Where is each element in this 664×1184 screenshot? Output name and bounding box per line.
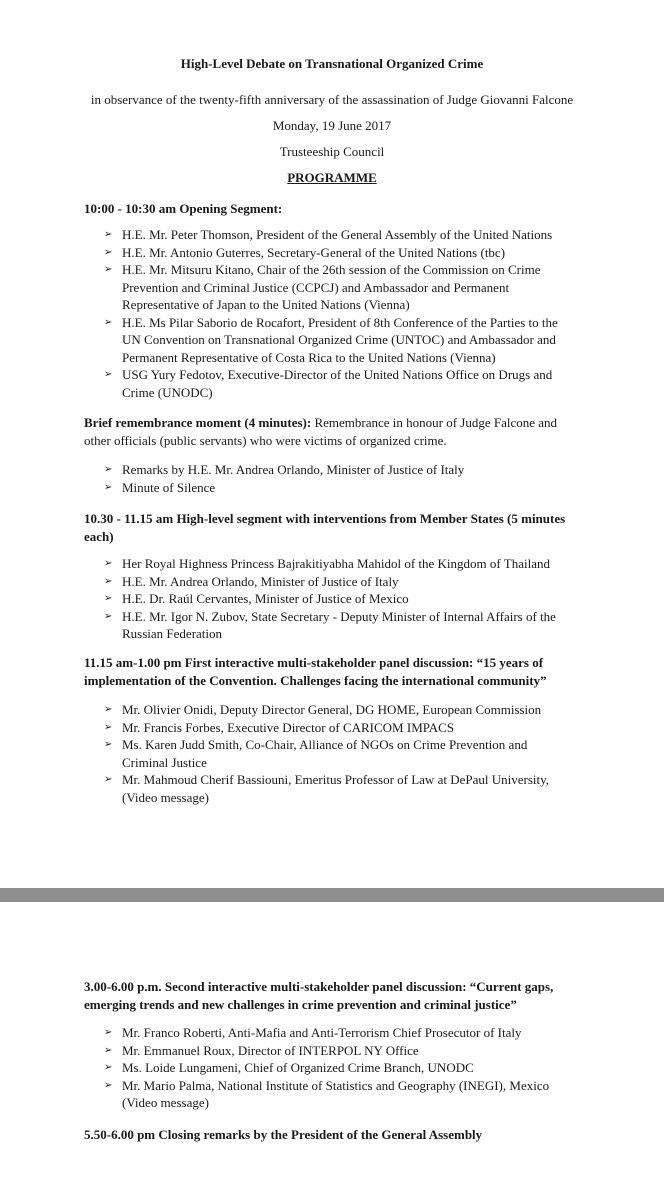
event-date: Monday, 19 June 2017 [272, 118, 392, 133]
second-panel-heading: 3.00-6.00 p.m. Second interactive multi-stakeholder panel discussion: “Current gaps, emerging trends and new challenges in crime prevention and criminal justice” [84, 979, 554, 1012]
list-item: ➢ USG Yury Fedotov, Executive-Director of the United Nations Office on Drugs and Crime (UNODC) [104, 367, 553, 400]
arrow-bullet-icon: ➢ [104, 264, 113, 275]
list-item: ➢ Minute of Silence [104, 479, 216, 495]
list-item: ➢ H.E. Mr. Antonio Guterres, Secretary-General of the United Nations (tbc) [104, 244, 506, 260]
document-subtitle: in observance of the twenty-fifth anniversary of the assassination of Judge Giovanni Falcone [90, 92, 574, 107]
list-item: ➢ Mr. Olivier Onidi, Deputy Director General, DG HOME, European Commission [104, 702, 542, 717]
second-panel-list [104, 1024, 574, 1112]
arrow-bullet-icon: ➢ [104, 246, 113, 258]
arrow-bullet-icon: ➢ [104, 704, 113, 715]
document-title: High-Level Debate on Transnational Organized Crime [180, 56, 484, 71]
arrow-bullet-icon: ➢ [104, 774, 113, 785]
list-item: ➢ H.E. Mr. Peter Thomson, President of the General Assembly of the United Nations [104, 227, 553, 242]
first-panel-list [104, 701, 574, 806]
list-item: ➢ Mr. Mahmoud Cherif Bassiouni, Emeritus Professor of Law at DePaul University, (Video message) [104, 772, 550, 805]
arrow-bullet-icon: ➢ [104, 1079, 113, 1091]
arrow-bullet-icon: ➢ [104, 464, 113, 475]
arrow-bullet-icon: ➢ [104, 610, 113, 622]
remembrance-heading: Brief remembrance moment (4 minutes): [84, 415, 312, 430]
arrow-bullet-icon: ➢ [104, 369, 113, 380]
list-item: ➢ Mr. Mario Palma, National Institute of Statistics and Geography (INEGI), Mexico (Video message) [104, 1077, 550, 1110]
list-item: ➢ Mr. Francis Forbes, Executive Director of CARICOM IMPACS [104, 719, 455, 735]
arrow-bullet-icon: ➢ [104, 593, 113, 604]
arrow-bullet-icon: ➢ [104, 721, 113, 733]
list-item: ➢ Ms. Loide Lungameni, Chief of Organized Crime Branch, UNODC [104, 1060, 474, 1075]
closing-remarks-heading: 5.50-6.00 pm Closing remarks by the President of the General Assembly [84, 1127, 483, 1142]
arrow-bullet-icon: ➢ [104, 1062, 113, 1073]
opening-segment-list [104, 226, 574, 401]
arrow-bullet-icon: ➢ [104, 1027, 113, 1038]
document-page-2 [0, 902, 664, 1184]
event-venue: Trusteeship Council [279, 144, 385, 159]
arrow-bullet-icon: ➢ [104, 229, 113, 240]
remembrance-text: Remembrance in honour of Judge Falcone and other officials (public servants) who were victims of organized crime. [84, 415, 558, 448]
arrow-bullet-icon: ➢ [104, 481, 113, 493]
arrow-bullet-icon: ➢ [104, 575, 113, 587]
list-item: ➢ Mr. Franco Roberti, Anti-Mafia and Anti-Terrorism Chief Prosecutor of Italy [104, 1025, 522, 1040]
list-item: ➢ H.E. Ms Pilar Saborio de Rocafort, President of 8th Conference of the Parties to the UN Convention on Transnational Organized Crime (UNTOC) and Ambassador and Permanent Representative of Costa Rica to the United Nations (Vienna) [104, 314, 558, 365]
arrow-bullet-icon: ➢ [104, 316, 113, 328]
arrow-bullet-icon: ➢ [104, 558, 113, 569]
list-item: ➢ Ms. Karen Judd Smith, Co-Chair, Alliance of NGOs on Crime Prevention and Criminal Justice [104, 737, 528, 770]
list-item: ➢ H.E. Dr. Raúl Cervantes, Minister of Justice of Mexico [104, 591, 409, 606]
list-item: ➢ H.E. Mr. Mitsuru Kitano, Chair of the 26th session of the Commission on Crime Prevention and Criminal Justice (CCPCJ) and Ambassador and Permanent Representative of Japan to the United Nations (Vienna) [104, 262, 541, 312]
opening-segment-heading: 10:00 - 10:30 am Opening Segment: [84, 201, 283, 216]
list-item: ➢ Remarks by H.E. Mr. Andrea Orlando, Minister of Justice of Italy [104, 462, 465, 477]
arrow-bullet-icon: ➢ [104, 1044, 113, 1056]
programme-heading: PROGRAMME [287, 170, 377, 185]
remembrance-paragraph [84, 414, 584, 449]
high-level-segment-heading: 10.30 - 11.15 am High-level segment with interventions from Member States (5 minutes each) [84, 511, 566, 544]
list-item: ➢ H.E. Mr. Andrea Orlando, Minister of Justice of Italy [104, 573, 399, 589]
list-item: ➢ Mr. Emmanuel Roux, Director of INTERPOL NY Office [104, 1042, 419, 1058]
list-item: ➢ Her Royal Highness Princess Bajrakitiyabha Mahidol of the Kingdom of Thailand [104, 556, 550, 571]
arrow-bullet-icon: ➢ [104, 739, 113, 750]
page-divider [0, 888, 664, 902]
high-level-segment-list [104, 555, 574, 643]
first-panel-heading: 11.15 am-1.00 pm First interactive multi-stakeholder panel discussion: “15 years of implementation of the Convention. Challenges facing the international community” [84, 655, 547, 688]
list-item: ➢ H.E. Mr. Igor N. Zubov, State Secretary - Deputy Minister of Internal Affairs of the Russian Federation [104, 608, 556, 641]
remembrance-list [104, 461, 574, 496]
